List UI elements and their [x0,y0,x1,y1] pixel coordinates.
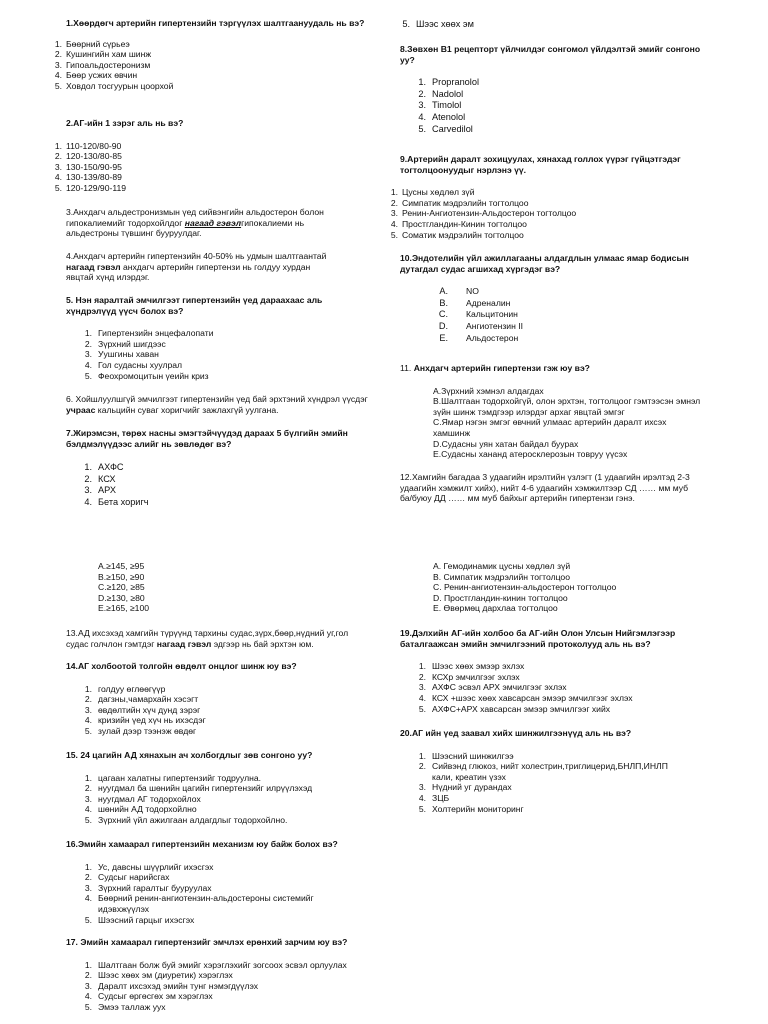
question-11-options [433,386,703,460]
list-item: Е.Судасны хананд атеросклерозын товруу үүсэх [433,449,628,460]
question-8-title: 8.Зөвхөн В1 рецепторт үйлчилдэг сонгомол үйлдэлтэй эмийг сонгоно уу? [400,44,701,65]
list-item: 5. Эмээ таллаж уух [84,1001,166,1012]
question-10 [400,253,704,344]
question-4 [66,251,338,283]
list-item: 4. Бөөр усжих өвчин [54,70,138,81]
list-item: 5. Соматик мэдрэлийн тогтолцоо [390,229,524,240]
question-20-title: 20.АГ ийн үед заавал хийх шинжилгээнүүд аль нь вэ? [400,728,632,738]
question-1-options [48,39,388,92]
question-12-text: 12.Хамгийн багадаа 3 удаагийн ирэлтийн үзлэгт (1 удаагийн ирэлтэд 2-3 удаагийн хэмжилт хийх), нийт 4-6 удаагийн хэмжилтээр СД …… мм муб ба/буюу ДД …… мм муб байхыг артерийн гипертензи гэнэ. [400,472,690,504]
list-item: 4. Бөөрний ренин-ангиотензин-альдостероны системийг идэвхжүүлэх [84,893,314,914]
question-6 [66,394,370,415]
list-item: 2. 120-130/80-85 [54,151,122,162]
list-item: В. Симпатик мэдрэлийн тогтолцоо [433,571,570,582]
list-item: С.Ямар нэгэн эмгэг өвчний улмаас артерийн даралт ихсэх хамшинж [433,417,667,438]
question-19-title: 19.Дэлхийн АГ-ийн холбоо ба АГ-ийн Олон Улсын Нийгэмлэгээр баталгаажсан эмийн эмчилгээний протоколууд аль нь вэ? [400,628,676,649]
question-5-options [48,328,370,381]
list-item: 3. Уушгины хаван [84,349,159,360]
list-item: 4. 130-139/80-89 [54,172,122,183]
list-item: 1. 110-120/80-90 [54,140,122,151]
list-item: 5. 120-129/90-119 [54,182,127,193]
question-19-options [382,661,704,714]
list-item: D. Простгландин-кинин тогтолцоо [433,592,568,603]
question-15-title: 15. 24 цагийн АД хянахын ач холбогдлыг зөв сонгоно уу? [66,750,313,760]
question-3 [66,207,346,239]
list-item: 5. Шээсний гарцыг ихэсгэх [84,914,195,925]
question-11 [400,363,704,460]
question-13 [66,628,370,649]
list-item: 1. Propranolol [418,77,479,88]
question-1-title: 1.Хөөрдөгч артерийн гипертензийн тэргүүлэх шалтгаануудаль нь вэ? [66,18,365,28]
list-item: 2. КСХр эмчилгээг эхлэх [418,671,520,682]
list-item: В.Шалтгаан тодорхойгүй, олон эрхтэн, тогтолцоог гэмтээсэн эмнэл зүйн шинж тэмдгээр илэрдэг архаг явцтай эмгэг [433,396,701,417]
list-item: 1. Ус, давсны шүүрлийг ихэсгэх [84,861,214,872]
list-item: B. Адреналин [439,297,511,308]
list-item: 2. дагзны,чамархайн хэсэгт [84,694,199,705]
list-item: Е.≥165, ≥100 [98,603,150,614]
question-16-title: 16.Эмийн хамаарал гипертензийн механизм юу байж болох вэ? [66,839,338,849]
question-14-title: 14.АГ холбоотой толгойн өвдөлт онцлог шинж юу вэ? [66,661,297,671]
list-item: 1. голдуу өглөөгүүр [84,683,166,694]
list-item: 3. Зүрхний гаралтыг бууруулах [84,882,212,893]
list-item: 3. АХФС эсвэл АРХ эмчилгээг эхлэх [418,682,567,693]
question-17-options [48,960,370,1013]
list-item: 3. Timolol [418,100,462,111]
question-3-text: 3.Анхдагч альдестронизмын үед сийвэнгийн альдостерон болон гипокалиемийг тодорхойлдог нагаад гэвэлгипокалиеми нь альдестроны түвшинг бууруулдаг. [66,207,324,239]
question-10-options [400,286,704,344]
list-item: 4. ЗЦБ [418,792,450,803]
list-item: 3. Гипоальдостеронизм [54,59,151,70]
list-item: В.≥150, ≥90 [98,571,145,582]
question-9-title: 9.Артерийн даралт зохицуулах, хянахад голлох үүрэг гүйцэтгэдэг тогтолцоонуудыг нэрлэнэ үү. [400,154,681,175]
list-item: 3. Даралт ихсэхэд эмийн тунг нэмэгдүүлэх [84,980,259,991]
list-item: 1. цагаан халатны гипертензийг тодруулна. [84,772,262,783]
list-item: 4. Судсыг өргөсгөх эм хэрэглэх [84,991,213,1002]
list-item: 1. Шалтгаан болж буй эмийг хэрэглэхийг зогсоох эсвэл орлуулах [84,959,347,970]
question-4-text: 4.Анхдагч артерийн гипертензийн 40-50% нь удмын шалтгаантай нагаад гэвэл анхдагч артерийн гипертензи нь голдуу хурдан явцтай хүнд илэрдэг. [66,251,327,283]
list-item: A. NO [439,286,479,297]
question-10-title: 10.Эндотелийн үйл ажиллагааны алдагдлын улмаас ямар бодисын дутагдал судас агшихад хүргэдэг вэ? [400,253,689,274]
list-item: А.Зүрхний хэмнэл алдагдах [433,385,544,396]
question-7 [66,428,370,509]
list-item: 4. Гол судасны хуулрал [84,359,183,370]
list-item: 2. Nadolol [418,88,464,99]
list-item: 1. АХФС [84,462,124,473]
question-5 [66,295,370,381]
list-item: 1. Шээсний шинжилгээ [418,750,514,761]
question-8-options [382,77,704,135]
question-11-title: 11. Анхдагч артерийн гипертензи гэж юу вэ? [400,363,590,373]
list-item: 3. АРХ [84,485,116,496]
question-14 [66,661,370,737]
list-item: 2. Зүрхний шигдээс [84,338,166,349]
list-item: 4. Бета хоригч [84,496,149,507]
list-item: 5. Шээс хөөх эм [402,19,474,29]
list-item: 1. Гипертензийн энцефалопати [84,328,214,339]
list-item: 5. Зүрхний үйл ажилгаан алдагдлыг тодорхойлно. [84,814,288,825]
list-item: 3. 130-150/90-95 [54,161,122,172]
question-7-last-option [384,19,704,31]
list-item: 1. Бөөрний сүрьеэ [54,38,130,49]
question-2-title: 2.АГ-ийн 1 зэрэг аль нь вэ? [66,118,184,128]
list-item: 3. Нүдний уг дурандах [418,782,512,793]
list-item: 3. өвдөлтийн хүч дунд зэрэг [84,704,201,715]
list-item: 2. Шээс хөөх эм (диуретик) хэрэглэх [84,970,233,981]
list-item: 4. Atenolol [418,111,466,122]
question-17 [66,937,356,1013]
question-2-options [48,141,370,194]
list-item: 2. Симпатик мэдрэлийн тогтолцоо [390,197,529,208]
question-19 [400,628,704,714]
question-9-letter-options [433,561,693,614]
question-6-text: 6. Хойшлуулшгүй эмчилгээт гипертензийн үед бай эрхтэний хүндрэл үүсдэг учраас кальцийн суваг хоригчийг зажлахгүй уулгана. [66,394,368,415]
list-item: 2. КСХ [84,473,116,484]
question-15-options [48,773,370,826]
question-5-title: 5. Нэн яаралтай эмчилгээт гипертензийн үед дараахаас аль хүндрэлүүд үүсч болох вэ? [66,295,323,316]
list-item: 4. кризийн үед хүч нь ихэсдэг [84,715,206,726]
list-item: E. Альдостерон [439,332,519,343]
question-20-options [382,751,704,815]
list-item: 5. Ховдол тосгуурын цоорхой [54,80,174,91]
list-item: C. Кальцитонин [438,309,518,320]
question-7-options [48,462,370,508]
list-item: А. Гемодинамик цусны хөдлөл зүй [433,561,571,571]
question-1 [54,18,388,92]
list-item: С.≥120, ≥85 [98,582,145,593]
question-20 [400,728,704,814]
question-15 [66,750,370,826]
list-item: 5. зулай дээр тээнэж өвдөг [84,725,197,736]
question-8 [400,44,704,135]
list-item: 2. Сийвэнд глюкоз, нийт холестрин,триглицерид,БНЛП,ИНЛП кали, креатин үзэх [418,761,668,782]
list-item: 4. шөнийн АД тодорхойлно [84,804,197,815]
list-item: 5. АХФС+АРХ хавсарсан эмээр эмчилгээг хийх [418,703,611,714]
list-item: 1. Цусны хөдлөл зүй [390,187,475,198]
question-7-title: 7.Жирэмсэн, төрөх насны эмэгтэйчүүдэд дараах 5 бүлгийн эмийн бэлдмэлүүдээс алийг нь зөвлөдөг вэ? [66,428,348,449]
list-item: D. Ангиотензин II [438,320,524,331]
list-item: 2. Кушингийн хам шинж [54,49,152,60]
question-14-options [48,684,370,737]
list-item: С. Ренин-ангиотензин-альдостерон тогтолцоо [433,582,617,593]
list-item: D.≥130, ≥80 [98,592,145,603]
list-item: Е. Өвөрмөц дархлаа тогтолцоо [433,603,558,614]
question-17-title: 17. Эмийн хамаарал гипертензийг эмчлэх ерөнхий зарчим юу вэ? [66,937,348,947]
list-item: D.Судасны уян хатан байдал буурах [433,438,579,449]
list-item: 1. Шээс хөөх эмээр эхлэх [418,661,525,672]
question-9-options [384,187,704,240]
list-item: 3. нуугдмал АГ тодорхойлох [84,793,201,804]
question-12-options [98,561,298,614]
list-item: 5. Carvedilol [418,123,473,134]
question-2 [54,118,370,194]
list-item: 4. Простгландин-Кинин тогтолцоо [390,218,527,229]
question-13-text: 13.АД ихсэхэд хамгийн түрүүнд тархины судас,зүрх,бөөр,нүдний уг,гол судас голчлон гэмтдэг нагаад гэвэл эдгээр нь бай эрхтэн юм. [66,628,349,649]
question-16-options [48,862,370,926]
list-item: 3. Ренин-Ангиотензин-Альдостерон тогтолцоо [390,208,577,219]
list-item: 4. КСХ +шээс хөөх хавсарсан эмээр эмчилгээг эхлэх [418,692,633,703]
list-item: 5. Холтерийн мониторинг [418,803,524,814]
list-item: 5. Феохромоцитын үеийн криз [84,370,209,381]
question-9 [390,154,704,240]
question-12 [400,472,702,504]
list-item: А.≥145, ≥95 [98,561,145,571]
list-item: 2. Судсыг нарийсгах [84,872,170,883]
list-item: 2. нуугдмал ба шөнийн цагийн гипертензийг илрүүлэхэд [84,783,313,794]
question-16 [66,839,370,925]
